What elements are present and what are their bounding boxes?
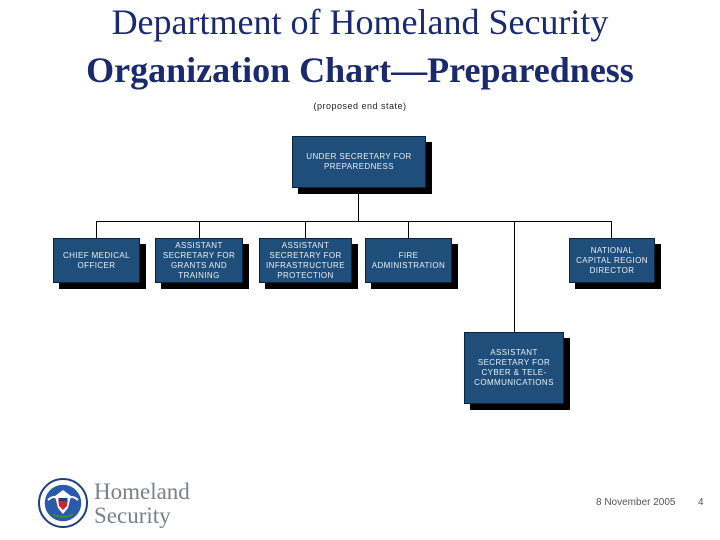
subtitle: (proposed end state) [313,101,407,111]
connector-cyber [514,221,515,332]
connector-infra [305,221,306,238]
footer-date: 8 November 2005 [596,497,676,508]
box-infrastructure-protection: ASSISTANT SECRETARY FOR INFRASTRUCTURE PROTECTION [259,238,352,283]
homeland-security-wordmark [94,480,190,528]
box-national-capital-region: NATIONAL CAPITAL REGION DIRECTOR [569,238,655,283]
box-fire-administration: FIRE ADMINISTRATION [365,238,452,283]
connector-ncr [611,221,612,238]
connector-horizontal-bar [96,221,612,222]
dhs-seal-icon [38,478,88,528]
connector-grants [199,221,200,238]
wordmark-line-2: Security [94,503,171,528]
wordmark-line-1: Homeland [94,479,190,504]
box-chief-medical-officer: CHIEF MEDICAL OFFICER [53,238,140,283]
box-under-secretary: UNDER SECRETARY FOR PREPAREDNESS [292,136,426,188]
box-grants-training: ASSISTANT SECRETARY FOR GRANTS AND TRAINING [155,238,243,283]
box-cyber-telecommunications: ASSISTANT SECRETARY FOR CYBER & TELE-COMMUNICATIONS [464,332,564,404]
title-line-1: Department of Homeland Security [111,2,609,42]
connector-top-vertical [358,188,359,221]
connector-cmo [96,221,97,238]
connector-fire [408,221,409,238]
page-number: 4 [698,497,704,508]
title-line-2: Organization Chart—Preparedness [86,50,634,90]
